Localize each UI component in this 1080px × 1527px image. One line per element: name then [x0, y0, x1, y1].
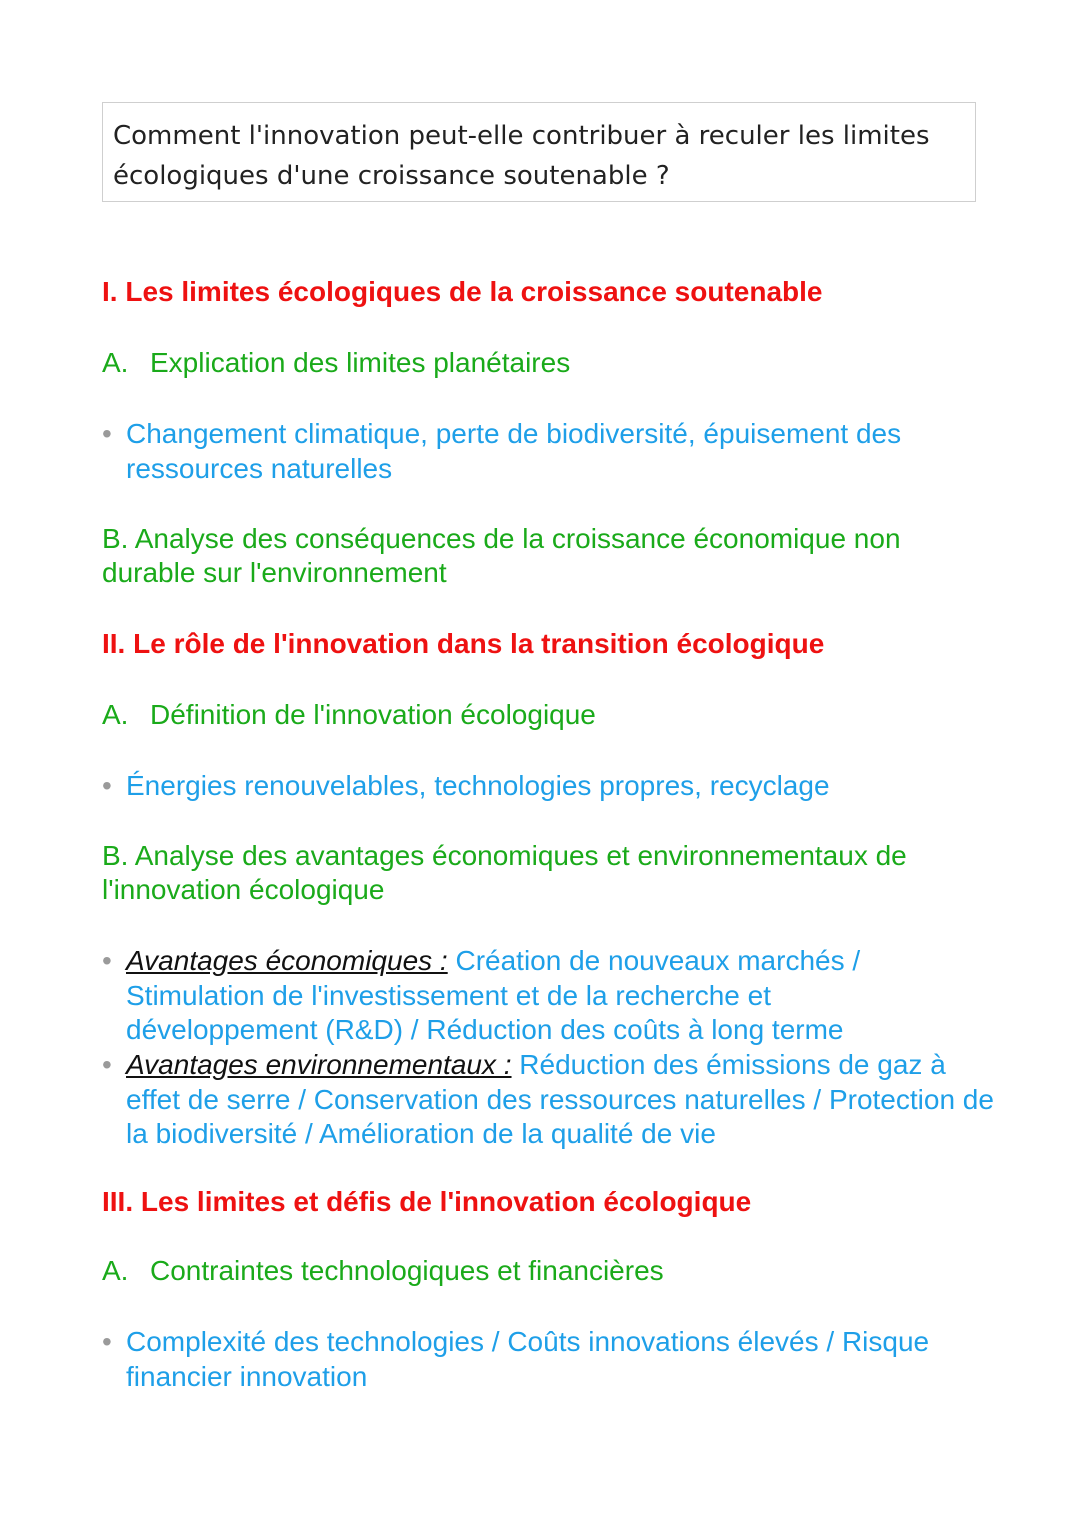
- section-1-sub-a: [102, 346, 570, 380]
- sub-a-text: Définition de l'innovation écologique: [150, 699, 596, 730]
- bullet-text: Complexité des technologies / Coûts innovations élevés / Risque financier innovation: [126, 1326, 930, 1392]
- bullet-dot-icon: •: [102, 1049, 112, 1080]
- bullet-label: Avantages environnementaux :: [126, 1049, 512, 1080]
- bullet-body: Réduction des émissions de gaz à effet de serre / Conservation des ressources naturelles / Protection de la biodiversité / Amélioration de la qualité de vie: [126, 1049, 994, 1149]
- section-3-bullet-a: [102, 1325, 992, 1394]
- bullet-dot-icon: •: [102, 418, 112, 449]
- question-box: [102, 102, 976, 202]
- section-3-sub-a: [102, 1254, 664, 1288]
- section-2-bullet-b2: [102, 1048, 1002, 1152]
- section-2-sub-b: B. Analyse des avantages économiques et environnementaux de l'innovation écologique: [102, 840, 907, 905]
- bullet-dot-icon: •: [102, 770, 112, 801]
- section-3-heading: III. Les limites et défis de l'innovation écologique: [102, 1186, 752, 1217]
- sub-a-text: Contraintes technologiques et financières: [150, 1255, 664, 1286]
- bullet-text: Changement climatique, perte de biodiversité, épuisement des ressources naturelles: [126, 418, 902, 484]
- question-text: Comment l'innovation peut-elle contribuer à reculer les limites écologiques d'une croissance soutenable ?: [113, 121, 930, 191]
- section-2-sub-a: [102, 698, 596, 732]
- bullet-text: Énergies renouvelables, technologies propres, recyclage: [126, 770, 830, 801]
- bullet-label: Avantages économiques :: [126, 945, 448, 976]
- section-2-heading: II. Le rôle de l'innovation dans la transition écologique: [102, 628, 825, 659]
- sub-a-letter: A.: [102, 699, 129, 730]
- bullet-text: [126, 944, 892, 1048]
- sub-a-letter: A.: [102, 347, 129, 378]
- section-1-bullet-a: [102, 417, 952, 486]
- bullet-body: Création de nouveaux marchés / Stimulation de l'investissement et de la recherche et développement (R&D) / Réduction des coûts à long terme: [126, 945, 861, 1045]
- sub-a-letter: A.: [102, 1255, 129, 1286]
- sub-a-text: Explication des limites planétaires: [150, 347, 571, 378]
- section-1-heading: I. Les limites écologiques de la croissance soutenable: [102, 276, 823, 307]
- section-2-bullet-a: [102, 769, 1002, 804]
- bullet-dot-icon: •: [102, 945, 112, 976]
- section-1-sub-b: B. Analyse des conséquences de la croissance économique non durable sur l'environnement: [102, 523, 901, 588]
- section-2-bullet-b1: [102, 944, 892, 1048]
- bullet-dot-icon: •: [102, 1326, 112, 1357]
- bullet-text: [126, 1048, 1002, 1152]
